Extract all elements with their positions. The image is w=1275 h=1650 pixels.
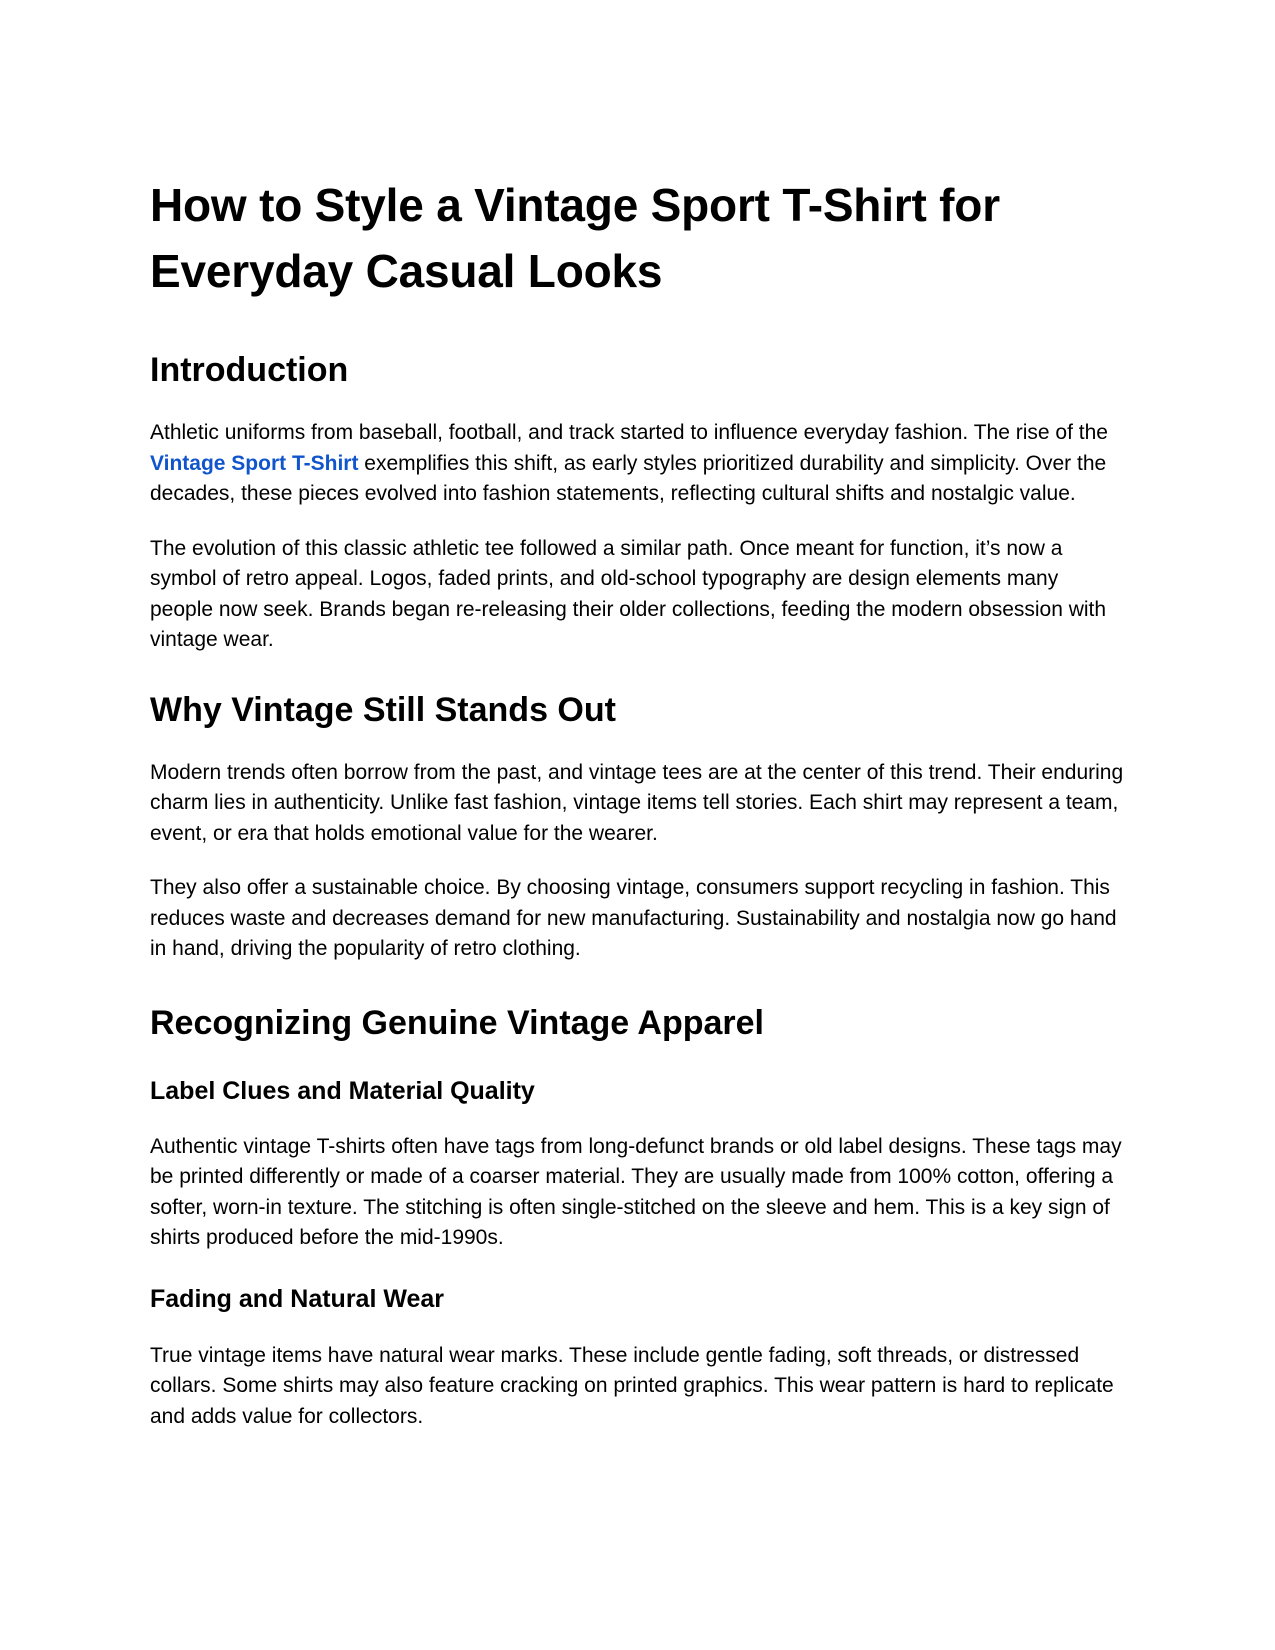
subheading-fading-wear: Fading and Natural Wear	[150, 1284, 445, 1313]
document-title: How to Style a Vintage Sport T-Shirt for Everyday Casual Looks	[150, 179, 1000, 297]
vintage-sport-tshirt-link[interactable]: Vintage Sport T-Shirt	[150, 451, 359, 475]
section-heading-recognizing-genuine: Recognizing Genuine Vintage Apparel	[150, 1003, 764, 1042]
section-heading-introduction: Introduction	[150, 351, 349, 389]
intro-paragraph-1-text-before-link: Athletic uniforms from baseball, football, and track started to influence everyday fashion. The rise of the	[150, 421, 1108, 444]
why-vintage-paragraph-2: They also offer a sustainable choice. By choosing vintage, consumers support recycling in fashion. This reduces waste and decreases demand for new manufacturing. Sustainability and nostalgia now go hand in hand, driving the popularity of retro clothing.	[150, 876, 1117, 960]
fading-wear-paragraph: True vintage items have natural wear marks. These include gentle fading, soft threads, or distressed collars. Some shirts may also feature cracking on printed graphics. This wear pattern is hard to replicate and adds value for collectors.	[150, 1343, 1114, 1428]
why-vintage-paragraph-1: Modern trends often borrow from the past, and vintage tees are at the center of this trend. Their enduring charm lies in authenticity. Unlike fast fashion, vintage items tell stories. Each shirt may represent a team, event, or era that holds emotional value for the wearer.	[150, 760, 1124, 845]
intro-paragraph-1-text-after-link: exemplifies this shift, as early styles prioritized durability and simplicity. Over the decades, these pieces evolved into fashion statements, reflecting cultural shifts and nostalgic value.	[150, 451, 1107, 505]
section-heading-why-vintage: Why Vintage Still Stands Out	[150, 690, 616, 729]
subheading-label-clues: Label Clues and Material Quality	[150, 1076, 535, 1105]
document-page	[150, 172, 1125, 1432]
intro-paragraph-1	[150, 418, 1125, 510]
intro-paragraph-2: The evolution of this classic athletic tee followed a similar path. Once meant for function, it’s now a symbol of retro appeal. Logos, faded prints, and old-school typography are design elements many people now seek. Brands began re-releasing their older collections, feeding the modern obsession with vintage wear.	[150, 536, 1107, 651]
label-clues-paragraph: Authentic vintage T-shirts often have tags from long-defunct brands or old label designs. These tags may be printed differently or made of a coarser material. They are usually made from 100% cotton, offering a softer, worn-in texture. The stitching is often single-stitched on the sleeve and hem. This is a key sign of shirts produced before the mid-1990s.	[150, 1134, 1122, 1249]
